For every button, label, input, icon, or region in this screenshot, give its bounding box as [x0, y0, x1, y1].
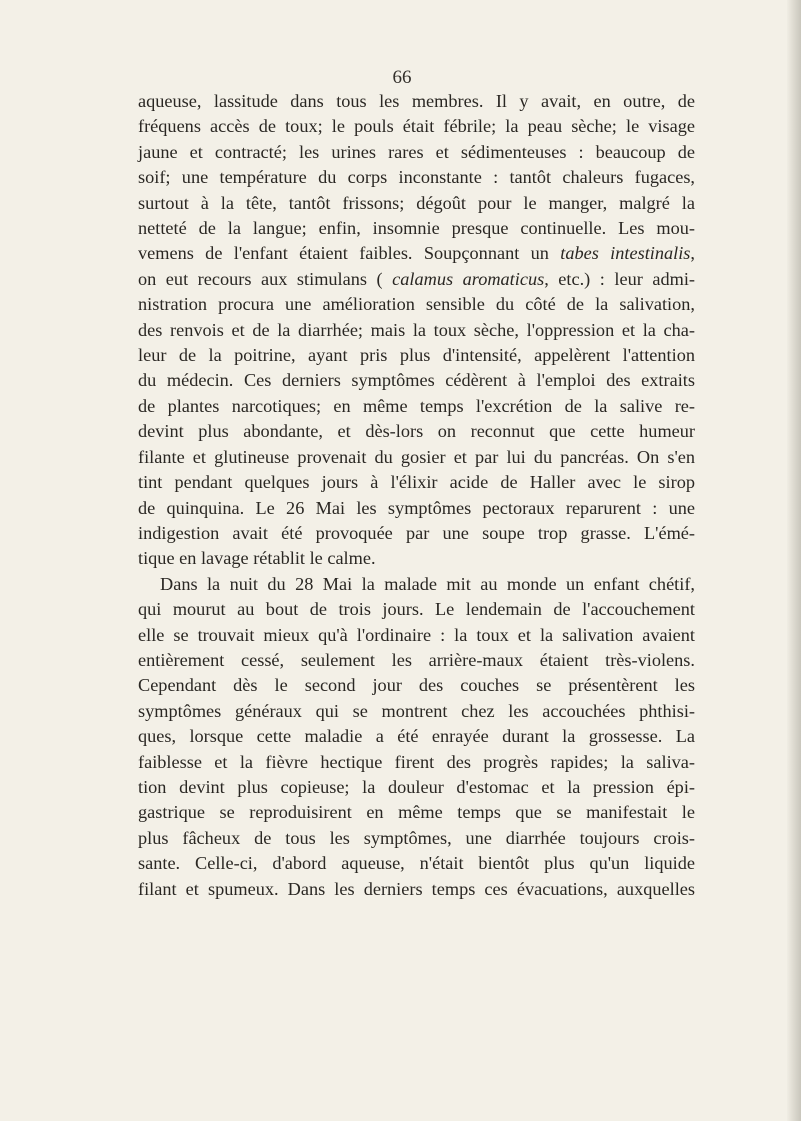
- text-line: tint pendant quelques jours à l'élixir acide de Haller avec le sirop: [138, 472, 695, 493]
- latin-term: calamus aromaticus: [392, 268, 545, 289]
- text-line: indigestion avait été provoquée par une soupe trop grasse. L'émé-: [138, 522, 695, 543]
- text-line: elle se trouvait mieux qu'à l'ordinaire : la toux et la salivation avaient: [138, 624, 695, 645]
- text-line: netteté de la langue; enfin, insomnie presque continuelle. Les mou-: [138, 218, 695, 239]
- text-line: soif; une température du corps inconstante : tantôt chaleurs fugaces,: [138, 167, 695, 188]
- text-line: devint plus abondante, et dès-lors on reconnut que cette humeur: [138, 421, 695, 442]
- text-line: entièrement cessé, seulement les arrière-maux étaient très-violens.: [138, 649, 695, 670]
- text-line: faiblesse et la fièvre hectique firent des progrès rapides; la saliva-: [138, 751, 695, 772]
- text-line: Dans la nuit du 28 Mai la malade mit au monde un enfant chétif,: [160, 573, 695, 594]
- text-segment: , etc.) : leur admi-: [544, 268, 695, 289]
- text-line: sante. Celle-ci, d'abord aqueuse, n'était bientôt plus qu'un liquide: [138, 853, 695, 874]
- text-line: du médecin. Ces derniers symptômes cédèrent à l'emploi des extraits: [138, 370, 695, 391]
- text-line: jaune et contracté; les urines rares et sédimenteuses : beaucoup de: [138, 141, 695, 162]
- text-line: aqueuse, lassitude dans tous les membres. Il y avait, en outre, de: [138, 91, 695, 111]
- text-line: plus fâcheux de tous les symptômes, une diarrhée toujours crois-: [138, 827, 695, 848]
- page-number: 66: [392, 67, 412, 88]
- body-text: [138, 89, 695, 902]
- text-line: [138, 267, 695, 292]
- text-line: fréquens accès de toux; le pouls était fébrile; la peau sèche; le visage: [138, 116, 695, 137]
- text-line: tique en lavage rétablit le calme.: [138, 548, 376, 569]
- text-line: nistration procura une amélioration sensible du côté de la salivation,: [138, 294, 695, 315]
- text-line: [138, 241, 695, 266]
- text-segment: ,: [690, 243, 695, 264]
- text-line: Cependant dès le second jour des couches se présentèrent les: [138, 675, 695, 696]
- latin-term: tabes intestinalis: [560, 243, 691, 264]
- text-line: gastrique se reproduisirent en même temps que se manifestait le: [138, 802, 695, 823]
- text-line: symptômes généraux qui se montrent chez les accouchées phthisi-: [138, 700, 695, 721]
- text-line: de plantes narcotiques; en même temps l'excrétion de la salive re-: [138, 395, 695, 416]
- text-line: tion devint plus copieuse; la douleur d'estomac et la pression épi-: [138, 776, 695, 797]
- page-edge-shadow: [787, 0, 801, 1121]
- text-line: filant et spumeux. Dans les derniers temps ces évacuations, auxquelles: [138, 878, 695, 899]
- text-line: filante et glutineuse provenait du gosier et par lui du pancréas. On s'en: [138, 446, 695, 467]
- text-line: ques, lorsque cette maladie a été enrayée durant la grossesse. La: [138, 726, 695, 747]
- text-line: qui mourut au bout de trois jours. Le lendemain de l'accouchement: [138, 599, 695, 620]
- text-segment: on eut recours aux stimulans (: [138, 268, 393, 289]
- text-segment: vemens de l'enfant étaient faibles. Soupçonnant un: [138, 243, 561, 264]
- text-line: de quinquina. Le 26 Mai les symptômes pectoraux reparurent : une: [138, 497, 695, 518]
- text-line: surtout à la tête, tantôt frissons; dégoût pour le manger, malgré la: [138, 192, 695, 213]
- text-line: leur de la poitrine, ayant pris plus d'intensité, appelèrent l'attention: [138, 345, 695, 366]
- text-line: des renvois et de la diarrhée; mais la toux sèche, l'oppression et la cha-: [138, 319, 695, 340]
